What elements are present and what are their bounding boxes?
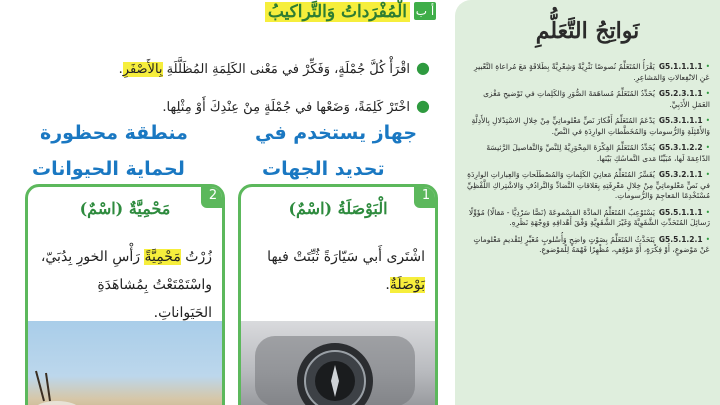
compass-caption-line2: تحديد الجهات	[262, 158, 385, 180]
outcome-text: يَتَحَدَّثُ المُتَعَلِّمُ بِصَوْتٍ واضِحٍ وَأُسْلوبٍ مُعَبِّرٍ لِتَقْديمِ مَعْلوماتٍ عَنْ مَوْضوعٍ، أَوْ فِكْرَةٍ، أَوْ مَوْقِفٍ، مُظْهِرًا فَهْمَهُ لِلْمَوْضوعِ.	[473, 234, 710, 254]
section-header	[210, 0, 435, 26]
bullet-icon: •	[705, 62, 710, 71]
instruction-1-after: .	[118, 62, 123, 77]
outcome-text: يُفَسِّرُ المُتَعَلِّمُ مَعانِيَ الكَلِماتِ وَالمُصْطَلَحاتِ وَالعِباراتِ الوارِدَةِ في نَصٍّ مَعْلوماتِيٍّ مِنْ خِلالِ مَعْرِفَتِهِ بِعَلاقاتِ التَّضادِّ وَالتَّرادُفِ وَالاشْتِراكِ اللَّفْظِيِّ مُسْتَخْدِمًا المَعاجِمَ وَالرُّسوماتِ.	[467, 170, 710, 200]
bullet-icon: ●	[416, 58, 430, 77]
list-item	[463, 116, 710, 137]
bullet-icon: ●	[416, 96, 430, 115]
reserve-caption-line1: منطقة محظورة	[40, 122, 188, 144]
list-item	[463, 170, 710, 202]
outcome-text: يَدْعَمُ المُتَعَلِّمُ أَفْكارَ نَصٍّ مَعْلوماتِيٍّ مِنْ خِلالِ الاسْتِدْلالِ بِالأَدِلَّةِ وَالأَمْثِلَةِ وَالرُّسوماتِ وَالمُخَطَّطاتِ الوارِدَةِ في النَّصِّ.	[471, 116, 710, 136]
compass-image	[241, 321, 435, 405]
reserve-image	[28, 321, 222, 405]
card-sentence-before: زُرْتُ	[180, 249, 212, 265]
bullet-icon: •	[705, 143, 710, 152]
panel-title: نَواتِجُ التَّعَلُّمِ	[535, 18, 640, 44]
outcome-text: يُحَدِّدُ المُتَعَلِّمُ مُساهَمَةَ الصُّوَرِ وَالكَلِماتِ في تَوْضيحِ مَغْزى العَمَلِ الأَدَبِيِّ.	[483, 89, 710, 109]
instruction-2-text: اخْتَرْ كَلِمَةً، وَضَعْها في جُمْلَةٍ مِنْ عِنْدِكَ أَوْ مِثْلِها.	[162, 100, 411, 115]
section-title-text: الْمُفْرَداتُ وَالتَّراكيبُ	[265, 2, 410, 22]
outcome-code: G5.3.2.1.1	[658, 170, 703, 179]
list-item	[463, 89, 710, 110]
card-word: الْبَوْصَلَةُ (اسْمٌ)	[288, 199, 388, 218]
outcome-code: G5.1.1.1.1	[658, 62, 703, 71]
list-item	[463, 62, 710, 83]
list-item	[463, 143, 710, 164]
outcome-text: يَقْرَأُ المُتَعَلِّمُ نُصوصًا نَثْرِيَّةً وَشِعْرِيَّةً بِطَلاقَةٍ مَعَ مُراعاةِ التَّعْبيرِ عَنِ الانْفِعالاتِ وَالمَشاعِرِ.	[474, 62, 710, 82]
list-item	[463, 208, 710, 229]
list-item	[463, 235, 710, 256]
section-title	[265, 2, 410, 22]
vocab-card-reserve	[25, 184, 225, 405]
reserve-caption-line2: لحماية الحيوانات	[32, 158, 185, 180]
compass-caption-line1: جهاز يستخدم في	[255, 122, 418, 144]
card-number: 2	[201, 184, 225, 208]
instruction-2	[162, 96, 430, 115]
bullet-icon: •	[705, 234, 710, 244]
outcome-text: يُحَدِّدُ المُتَعَلِّمُ الفِكْرَةَ المِحْوَرِيَّةَ لِلنَّصِّ وَالتَّفاصيلَ الرَّئيسَةَ الدّاعِمَةَ لَها، مُبَيِّنًا مَدى التَّماسُكِ بَيْنَها.	[486, 143, 710, 163]
bullet-icon: •	[705, 207, 710, 217]
card-word: مَحْمِيَّةٌ (اسْمٌ)	[79, 199, 171, 218]
instruction-1-highlight: بِالأَصْفَرِ	[122, 62, 163, 77]
card-sentence	[251, 243, 425, 299]
card-sentence-highlight: مَحْمِيَّةً	[144, 249, 181, 265]
card-sentence-before: اشْتَرى أَبي سَيّارَةً ثُبِّتَتْ فيها	[267, 249, 425, 265]
outcome-code: G5.3.1.2.2	[658, 143, 703, 152]
learning-outcomes-panel	[455, 0, 720, 405]
instruction-1	[119, 58, 430, 77]
card-sentence	[38, 243, 212, 327]
outcome-code: G5.2.3.1.1	[658, 89, 703, 98]
oryx-illustration	[25, 321, 222, 405]
bullet-icon: •	[705, 170, 710, 179]
bullet-icon: •	[705, 116, 710, 125]
outcome-code: G5.3.1.1.1	[658, 116, 703, 125]
section-badge: أ ب	[415, 4, 435, 18]
instruction-1-before: اقْرَأْ كُلَّ جُمْلَةٍ، وَفَكِّرْ في مَعْنى الكَلِمَةِ المُظَلَّلَةِ	[162, 62, 411, 77]
card-sentence-after: رَأْسِ الخورِ بِدُبَيّ، واسْتَمْتَعْتُ بِمُشاهَدَةِ الحَيَواناتِ.	[40, 249, 212, 321]
compass-illustration	[238, 321, 435, 405]
bullet-icon: •	[705, 89, 710, 98]
card-number: 1	[414, 184, 438, 208]
outcome-text: يَسْتَوْعِبُ المُتَعَلِّمُ المادَّةَ المَسْموعَةَ (نَصًّا سَرْدِيًّا - مَقالًا) مُؤَوِّلًا رَسائِلَ المُتَحَدِّثِ الشَّفَوِيَّةَ وَغَيْرَ الشَّفَوِيَّةِ وَفْقَ أَهْدافِهِ وَوِجْهَةِ نَظَرِهِ.	[468, 207, 710, 227]
outcome-code: G5.5.1.2.1	[658, 234, 703, 244]
outcome-code: G5.5.1.1.1	[658, 207, 703, 217]
card-sentence-after: .	[385, 277, 390, 293]
card-sentence-highlight: بَوْصَلَةٌ	[389, 277, 425, 293]
vocab-card-compass	[238, 184, 438, 405]
outcomes-list	[463, 62, 710, 262]
